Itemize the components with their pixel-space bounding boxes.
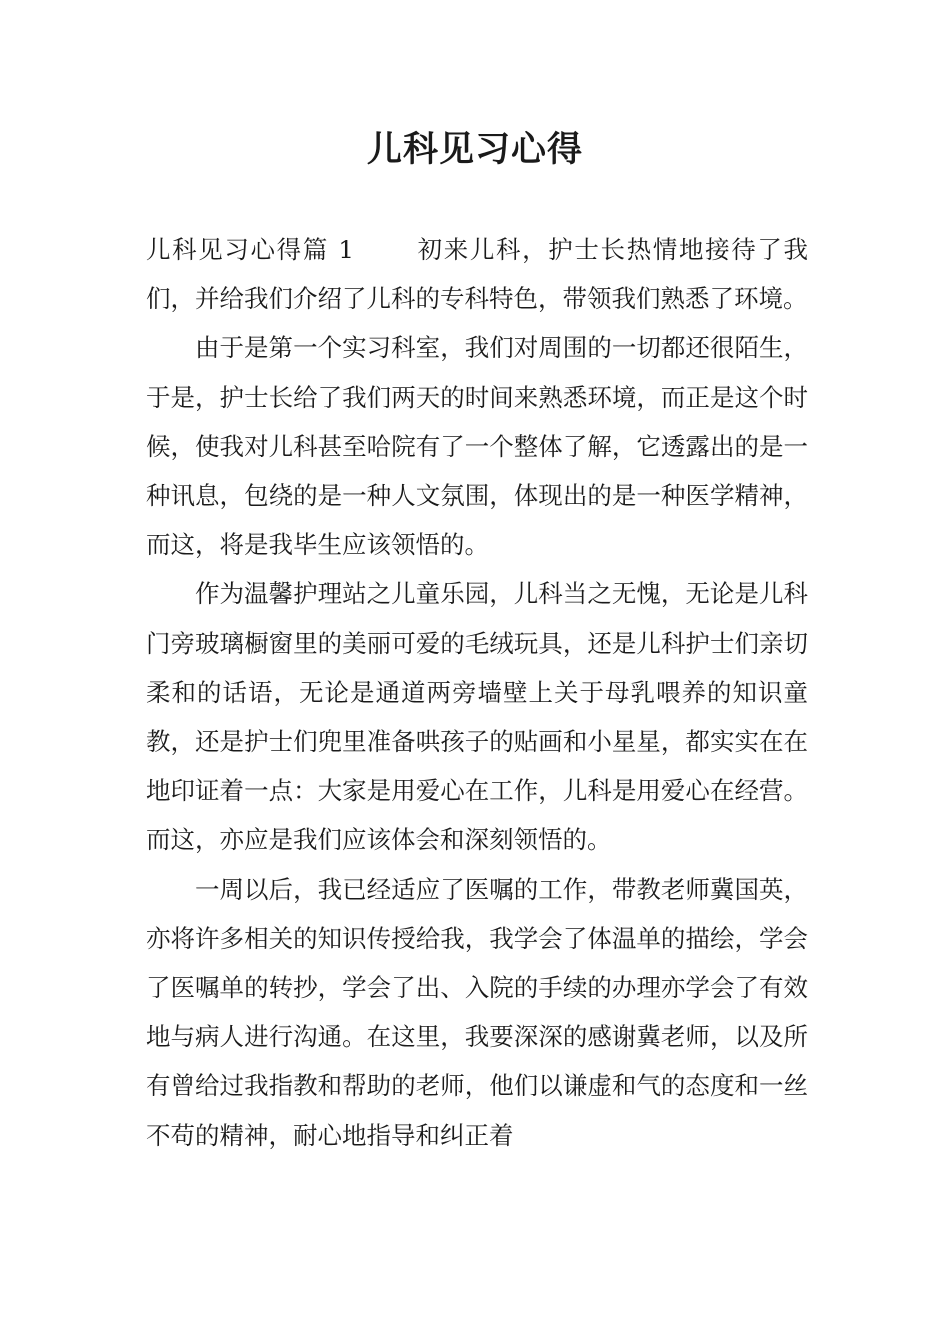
paragraph-4: 一周以后，我已经适应了医嘱的工作，带教老师冀国英，亦将许多相关的知识传授给我，我学会了体温单的描绘，学会了医嘱单的转抄，学会了出、入院的手续的办理亦学会了有效地与病人进行沟通。在这里，我要深深的感谢冀老师，以及所有曾给过我指教和帮助的老师，他们以谦虚和气的态度和一丝不苟的精神，耐心地指导和纠正着 xyxy=(146,874,808,1150)
paragraph-1 xyxy=(146,225,808,323)
document-body xyxy=(146,225,808,1160)
paragraph-1-text: 初来儿科，护士长热情地接待了我们，并给我们介绍了儿科的专科特色，带领我们熟悉了环境。 xyxy=(146,235,809,314)
section-heading: 儿科见习心得篇 1 xyxy=(146,235,354,264)
paragraph-3: 作为温馨护理站之儿童乐园，儿科当之无愧，无论是儿科门旁玻璃橱窗里的美丽可爱的毛绒玩具，还是儿科护士们亲切柔和的话语，无论是通道两旁墙壁上关于母乳喂养的知识童教，还是护士们兜里准备哄孩子的贴画和小星星，都实实在在地印证着一点：大家是用爱心在工作，儿科是用爱心在经营。而这，亦应是我们应该体会和深刻领悟的。 xyxy=(146,579,808,855)
paragraph-2: 由于是第一个实习科室，我们对周围的一切都还很陌生，于是，护士长给了我们两天的时间来熟悉环境，而正是这个时候，使我对儿科甚至哈院有了一个整体了解，它透露出的是一种讯息，包绕的是一种人文氛围，体现出的是一种医学精神，而这，将是我毕生应该领悟的。 xyxy=(146,333,808,560)
document-title: 儿科见习心得 xyxy=(366,129,583,170)
